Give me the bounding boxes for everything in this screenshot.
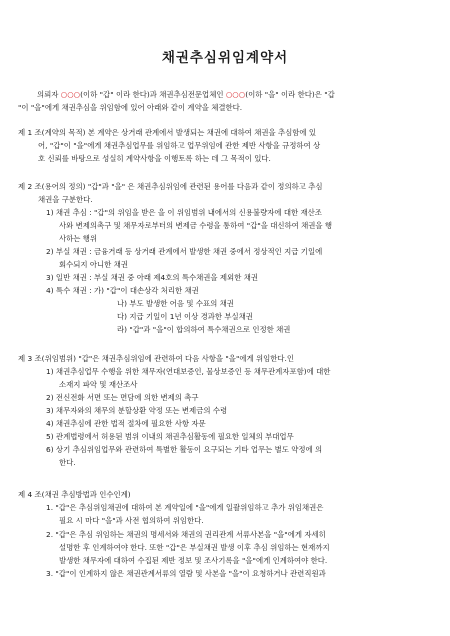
document-title: 채권추심위임계약서 xyxy=(161,50,289,66)
intro-line-1 xyxy=(37,90,413,99)
intro-line-2: "이 "을"에게 채권추심을 위임함에 있어 아래와 같이 계약을 체결한다. xyxy=(18,103,243,112)
article-4-item-1: 1. "갑"은 추심위임채권에 대하여 본 계약일에 "을"에게 일괄위임하고 추가 위임채권은 xyxy=(46,503,324,512)
article-3-item-4: 4) 채권추심에 관한 법적 절차에 필요한 사항 자문 xyxy=(46,419,206,428)
article-1-line-1: 제 1 조(계약의 목적) 본 계약은 상거래 관계에서 발생되는 채권에 대하여 채권을 추심함에 있 xyxy=(18,128,317,137)
article-2-item-4-d: 라) "갑"과 "을"이 합의하여 특수채권으로 인정한 채권 xyxy=(117,325,291,334)
article-3-item-2: 2) 전신전화 서면 또는 면담에 의한 변제의 촉구 xyxy=(46,393,199,402)
article-4-item-2-cont: 설명한 후 인계하여야 한다. 또한 "갑"은 부실채권 발생 이후 추심 위임하는 현재까지 xyxy=(59,543,330,552)
article-2-line-1: 제 2 조(용어의 정의) "갑"과 "을" 은 채권추심위임에 관련된 용어를 다음과 같이 정의하고 추심 xyxy=(18,182,323,191)
article-2-item-1-cont: 사와 변제의촉구 및 채무자로부터의 변제금 수령을 통하여 "갑"을 대신하여 채권을 행 xyxy=(59,221,333,230)
article-2-line-2: 채권을 구분한다. xyxy=(38,195,93,204)
article-3-item-6: 6) 상기 추심위임업무와 관련하여 특별한 활동이 요구되는 기타 업무는 별도 약정에 의 xyxy=(46,445,323,454)
agency-placeholder: ○○○ xyxy=(225,90,246,99)
article-2-item-3: 3) 일반 채권 : 부실 채권 중 아래 제4호의 특수채권을 제외한 채권 xyxy=(46,273,258,282)
article-4-item-3: 3. "갑"이 인계하지 않은 채권관계서류의 열람 및 사본을 "을"이 요청하거나 관련직원과 xyxy=(46,569,326,578)
article-4-item-2: 2. "갑"은 추심 위임하는 채권의 명세서와 채권의 권리관계 서류사본을 "을"에게 자세히 xyxy=(46,530,326,539)
article-2-item-2-cont: 회수되지 아니한 채권 xyxy=(59,260,128,269)
intro-text: (이하 "을" 이라 한다)은 "갑 xyxy=(245,90,335,99)
article-2-item-1-cont: 사하는 행위 xyxy=(59,234,98,243)
article-3-line-1: 제 3 조(위임범위) "갑"은 채권추심위임에 관련하여 다음 사항을 "을"에게 위임한다.인 xyxy=(18,354,295,363)
intro-text: (이하 "갑" 이라 한다)과 채권추심전문업체인 xyxy=(80,90,226,99)
article-1-line-3: 호 신뢰를 바탕으로 성실히 계약사항을 이행토록 하는 데 그 목적이 있다. xyxy=(38,154,271,163)
article-3-item-1: 1) 채권추심업무 수행을 위한 채무자(연대보증인, 물상보증인 등 채무관계자포함)에 대한 xyxy=(46,367,331,376)
intro-text: 의뢰자 xyxy=(37,90,61,99)
article-3-item-6-cont: 한다. xyxy=(59,458,76,467)
article-2-item-2: 2) 부실 채권 : 금융거래 등 상거래 관계에서 발생한 채권 중에서 정상적인 지급 기일에 xyxy=(46,247,323,256)
article-4-item-2-cont: 발생한 채무자에 대하여 수집된 제반 정보 및 조사기록을 "을"에게 인계하여야 한다. xyxy=(59,556,328,565)
client-placeholder: ○○○ xyxy=(60,90,81,99)
article-4-item-1-cont: 필요 시 마다 "을"과 사전 협의하여 위임한다. xyxy=(59,516,204,525)
article-3-item-1-cont: 소재지 파악 및 재산조사 xyxy=(59,380,138,389)
article-2-item-1: 1) 채권 추심 : "갑"의 위임을 받은 을 이 위임범위 내에서의 신용불량자에 대한 재산조 xyxy=(46,208,322,217)
article-1-line-2: 어, "갑"이 "을"에게 채권추심업무를 위임하고 업무위임에 관한 제반 사항을 규정하여 상 xyxy=(38,141,321,150)
article-3-item-5: 5) 관계법령에서 허용된 범위 이내의 채권추심활동에 필요한 일체의 부대업무 xyxy=(46,432,294,441)
article-2-item-4-c: 다) 지급 기일이 1년 이상 경과한 부실채권 xyxy=(117,312,253,321)
article-3-item-3: 3) 채무자와의 채무의 분할상환 약정 또는 변제금의 수령 xyxy=(46,406,228,415)
article-2-item-4-b: 나) 부도 발생한 어음 및 수표의 채권 xyxy=(117,299,234,308)
article-4-line-1: 제 4 조(채권 추심방법과 인수인계) xyxy=(18,490,131,499)
article-2-item-4: 4) 특수 채권 : 가) "갑"이 대손상각 처리한 채권 xyxy=(46,286,199,295)
